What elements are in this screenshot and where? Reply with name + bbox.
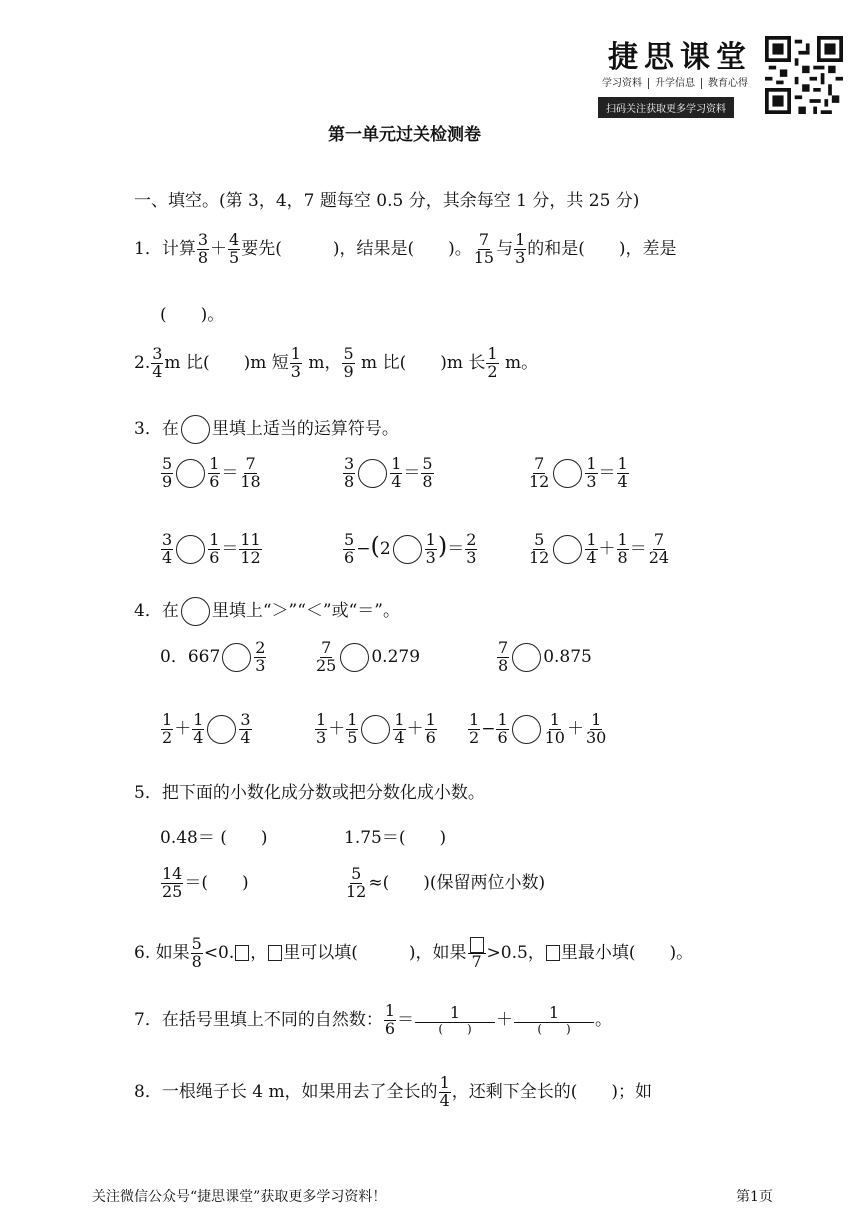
answer-circle[interactable]: [340, 643, 369, 672]
blank-square[interactable]: [235, 945, 249, 961]
numerator: 7: [498, 638, 509, 657]
q3-item: [160, 532, 263, 567]
denominator: 4: [391, 471, 402, 491]
denominator: 3: [586, 471, 597, 491]
denominator: 4: [193, 727, 204, 747]
denominator: 12: [529, 471, 550, 491]
numerator: 1: [290, 344, 301, 363]
numerator: 5: [534, 530, 545, 549]
q4-text: 里填上“＞”“＜”或“＝”。: [211, 601, 400, 621]
numerator: 1: [162, 710, 173, 729]
answer-circle[interactable]: [358, 459, 387, 488]
operator: ＝: [447, 539, 465, 559]
answer-circle[interactable]: [181, 597, 210, 626]
q5-item: 0.48＝ ( ): [160, 828, 268, 848]
denominator: 6: [425, 727, 436, 747]
q3-item: [527, 532, 671, 567]
numerator: 1: [394, 710, 405, 729]
answer-circle[interactable]: [512, 715, 541, 744]
denominator: 5: [347, 727, 358, 747]
denominator: 8: [344, 471, 355, 491]
numerator: 7: [653, 530, 664, 549]
operator: −: [356, 539, 371, 559]
footer-note: 关注微信公众号“捷思课堂”获取更多学习资料！: [92, 1189, 387, 1205]
denominator: 3: [425, 548, 436, 567]
numerator: 3: [162, 530, 173, 549]
denominator: 18: [240, 471, 261, 491]
denominator: 4: [617, 471, 628, 491]
fraction: [228, 232, 240, 267]
question-2: [134, 346, 538, 381]
fraction: [197, 232, 209, 267]
denominator: 4: [240, 727, 251, 747]
numerator: 7: [245, 454, 256, 473]
operator: ＋: [210, 238, 228, 259]
tag: 教育心得: [708, 78, 748, 89]
question-1: [134, 232, 677, 267]
denominator: 5: [229, 247, 240, 267]
answer-circle[interactable]: [393, 535, 422, 564]
denominator: 4: [152, 361, 163, 381]
denominator: 4: [162, 547, 173, 567]
denominator: 8: [197, 247, 209, 267]
denominator: 15: [473, 247, 495, 267]
fraction: [342, 346, 354, 381]
numerator: 1: [425, 710, 436, 729]
numerator: 1: [514, 1005, 594, 1023]
denominator: 6: [344, 548, 355, 567]
numerator: 5: [422, 454, 433, 473]
page-title: 第一单元过关检测卷: [328, 125, 481, 145]
brand-bar: 扫码关注获取更多学习资料: [598, 97, 734, 118]
answer-blank[interactable]: ( ): [537, 1021, 571, 1036]
numerator: 1: [515, 230, 526, 249]
operator: ＝: [629, 538, 647, 559]
numerator: 1: [209, 530, 220, 549]
q4-item: [160, 640, 267, 675]
denominator: 3: [290, 361, 301, 381]
numerator: 1: [617, 454, 628, 473]
q3-text: 里填上适当的运算符号。: [211, 419, 399, 439]
fraction: [514, 232, 526, 267]
denominator: 8: [422, 471, 433, 491]
blank-square[interactable]: [470, 937, 484, 953]
q6-text: >0.5，: [486, 942, 545, 963]
denominator: 10: [544, 727, 565, 747]
q2-text: m。: [499, 352, 539, 373]
numerator: 3: [344, 454, 355, 473]
answer-circle[interactable]: [181, 415, 210, 444]
operator: ＋: [406, 718, 424, 739]
fraction: [290, 346, 302, 381]
numerator: 5: [162, 454, 173, 473]
denominator: 9: [343, 361, 354, 381]
numerator: 1: [316, 710, 327, 729]
q3-item: [342, 456, 435, 491]
numerator: 1: [586, 454, 597, 473]
fraction: [151, 346, 163, 381]
numerator: 3: [197, 230, 209, 249]
answer-circle[interactable]: [176, 535, 205, 564]
question-6: [134, 936, 693, 971]
denominator: 4: [586, 547, 597, 567]
denominator: 12: [346, 881, 367, 901]
denominator: 24: [648, 547, 670, 567]
operator: ＝: [221, 538, 239, 559]
operator: ＝: [397, 1009, 415, 1030]
q1-text: 的和是( )，差是: [527, 238, 677, 259]
numerator: 5: [191, 934, 202, 953]
denominator: 8: [617, 547, 628, 567]
denominator: 6: [209, 547, 220, 567]
q6-text: ，: [250, 942, 268, 963]
numerator: 1: [586, 530, 597, 549]
operand: 2: [379, 539, 391, 559]
denominator: 12: [529, 547, 550, 567]
numerator: 5: [351, 864, 362, 883]
answer-blank[interactable]: ( ): [438, 1021, 472, 1036]
denominator: 4: [394, 727, 405, 747]
q6-text: 里最小填( )。: [560, 942, 694, 963]
numerator: 7: [321, 638, 332, 657]
numerator: 7: [534, 454, 545, 473]
denominator: 2: [162, 727, 173, 747]
denominator: 12: [240, 547, 261, 567]
denominator: 25: [316, 655, 337, 675]
q2-text: m 比( )m 长: [355, 352, 486, 373]
fraction: [473, 232, 495, 267]
denominator: 25: [162, 881, 183, 901]
numerator: 1: [193, 710, 204, 729]
operator: ＋: [496, 1009, 514, 1030]
numerator: 14: [162, 864, 183, 883]
q2-number: 2.: [134, 352, 151, 373]
numerator: 1: [591, 710, 602, 729]
tag: 升学信息: [649, 78, 702, 89]
q5-item: [160, 866, 249, 901]
answer-circle[interactable]: [361, 715, 390, 744]
denominator: 2: [469, 727, 480, 747]
q5-text: ＝( ): [184, 872, 249, 893]
q6-text: 里可以填( )，如果: [283, 942, 467, 963]
answer-circle[interactable]: [553, 535, 582, 564]
answer-circle[interactable]: [176, 459, 205, 488]
page-number: 第1页: [736, 1189, 773, 1205]
answer-circle[interactable]: [222, 643, 251, 672]
answer-circle[interactable]: [512, 643, 541, 672]
q4-item: [160, 712, 253, 747]
tag: 学习资料: [596, 78, 649, 89]
paren: ): [437, 532, 448, 560]
numerator: 1: [415, 1005, 495, 1023]
denominator: 30: [585, 727, 607, 747]
numerator: 1: [384, 1001, 396, 1020]
operator: ＋: [566, 718, 584, 739]
numerator: 1: [497, 710, 508, 729]
answer-circle[interactable]: [553, 459, 582, 488]
denominator: 8: [498, 655, 509, 675]
brand-tags: [596, 74, 754, 89]
blank-square[interactable]: [546, 945, 560, 961]
numerator: 7: [478, 230, 489, 249]
numerator: 1: [391, 454, 402, 473]
q5-text: ≈( )(保留两位小数): [368, 872, 546, 893]
q8-text: 8．一根绳子长 4 m，如果用去了全长的: [134, 1081, 438, 1102]
numerator: 1: [549, 710, 560, 729]
numerator: 1: [425, 530, 436, 550]
denominator: 6: [209, 471, 220, 491]
operator: −: [481, 718, 496, 739]
numerator: 1: [347, 710, 358, 729]
denominator: 8: [191, 951, 202, 971]
q4-item: [496, 640, 592, 675]
numerator: 2: [255, 638, 266, 657]
q6-text: 6. 如果: [134, 942, 190, 963]
q1-line2: ( )。: [160, 305, 225, 325]
number: 0.279: [371, 646, 421, 667]
denominator: 3: [316, 727, 327, 747]
denominator: 6: [497, 727, 508, 747]
q2-text: m 比( )m 短: [164, 352, 289, 373]
operator: ＋: [328, 718, 346, 739]
numerator: 1: [487, 344, 498, 363]
q8-text: ，还剩下全长的( )；如: [451, 1081, 653, 1102]
numerator: 5: [343, 344, 354, 363]
q4-text: 4．在: [134, 601, 179, 621]
question-5: 5．把下面的小数化成分数或把分数化成小数。: [134, 783, 485, 803]
operator: ＝: [598, 462, 616, 483]
brand-logo: 捷思课堂: [608, 40, 752, 75]
question-3: [134, 414, 399, 444]
section-heading: 一、填空。(第 3，4，7 题每空 0.5 分，其余每空 1 分，共 25 分): [134, 191, 640, 211]
q3-item: [527, 456, 630, 491]
numerator: 2: [466, 530, 477, 550]
number: 0．667: [160, 646, 221, 667]
qr-code-icon: [765, 36, 843, 114]
paren: (: [370, 532, 380, 560]
numerator: 1: [209, 454, 220, 473]
question-4: [134, 596, 400, 626]
fraction: [486, 346, 498, 381]
denominator: 4: [439, 1090, 450, 1110]
numerator: 1: [439, 1073, 450, 1092]
numerator: 3: [240, 710, 251, 729]
denominator: 2: [487, 361, 498, 381]
operator: ＝: [403, 462, 421, 483]
q2-text: m，: [302, 352, 342, 373]
q7-text: 7．在括号里填上不同的自然数：: [134, 1009, 383, 1030]
q3-text: 3．在: [134, 419, 179, 439]
q7-text: 。: [595, 1009, 613, 1030]
question-8: [134, 1075, 652, 1110]
operator: ＋: [174, 718, 192, 739]
denominator: 9: [162, 471, 173, 491]
numerator: 3: [152, 344, 163, 363]
q3-item: [342, 532, 478, 567]
q5-item: [344, 866, 545, 901]
blank-square[interactable]: [268, 945, 282, 961]
q4-item: [467, 712, 608, 747]
operator: ＝: [221, 462, 239, 483]
denominator: 6: [384, 1018, 396, 1038]
numerator: 4: [229, 230, 240, 249]
operator: ＋: [598, 538, 616, 559]
numerator: 5: [344, 530, 355, 550]
numerator: 1: [469, 710, 480, 729]
q1-text: 与: [496, 238, 514, 259]
number: 0.875: [543, 646, 592, 667]
q1-text: 要先( )，结果是( )。: [241, 238, 472, 259]
q4-item: [314, 712, 438, 747]
numerator: 11: [240, 530, 261, 549]
denominator: 3: [255, 655, 266, 675]
q3-item: [160, 456, 263, 491]
q4-item: [314, 640, 420, 675]
denominator: 3: [466, 548, 477, 567]
question-7: [134, 1003, 612, 1038]
answer-circle[interactable]: [207, 715, 236, 744]
q5-item: 1.75＝( ): [344, 828, 447, 848]
denominator: 7: [471, 951, 482, 971]
q6-text: <0.: [203, 942, 235, 963]
numerator: 1: [617, 530, 628, 549]
denominator: 3: [515, 247, 526, 267]
q1-number: 1．计算: [134, 238, 196, 259]
